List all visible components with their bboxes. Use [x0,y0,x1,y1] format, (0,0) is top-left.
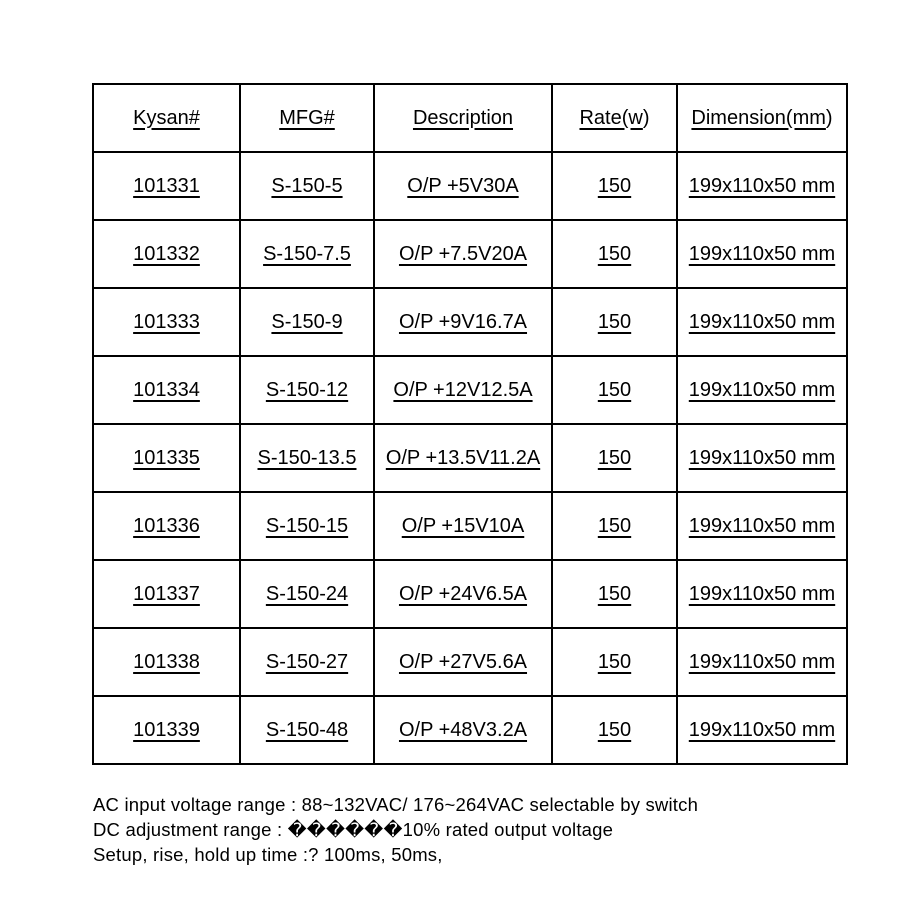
table-row [93,356,847,424]
cell-rate-watts [552,696,677,764]
table-row [93,560,847,628]
note-ac-input-voltage-range: AC input voltage range : 88~132VAC/ 176~264VAC selectable by switch [93,794,699,815]
table-row [93,288,847,356]
table-row [93,696,847,764]
table-body [93,152,847,764]
cell-mfg-number [240,356,374,424]
header-text: Dimension(mm [691,106,826,129]
cell-text: 150 [597,242,632,265]
header-text: MFG# [279,106,335,129]
cell-text: 101335 [133,446,200,469]
cell-description [374,220,552,288]
cell-text: O/P +7.5V20A [398,242,528,265]
cell-dimension-mm [677,696,847,764]
cell-text: 150 [597,718,632,741]
cell-description [374,288,552,356]
cell-kysan-number [93,152,240,220]
cell-text: S-150-15 [265,514,349,537]
cell-rate-watts [552,492,677,560]
cell-dimension-mm [677,356,847,424]
column-header-mfg-number [240,84,374,152]
column-header-rate-watts [552,84,677,152]
cell-text: S-150-5 [271,174,343,197]
cell-rate-watts [552,424,677,492]
cell-rate-watts [552,560,677,628]
cell-description [374,356,552,424]
table-row [93,220,847,288]
cell-kysan-number [93,492,240,560]
cell-text: S-150-7.5 [263,242,351,265]
cell-description [374,560,552,628]
cell-text: 199x110x50 mm [688,446,836,469]
cell-description [374,696,552,764]
cell-text: 101339 [133,718,200,741]
note-setup-rise-holdup-time: Setup, rise, hold up time :? 100ms, 50ms, [93,844,443,865]
column-header-description [374,84,552,152]
cell-text: 101338 [133,650,200,673]
cell-kysan-number [93,288,240,356]
cell-mfg-number [240,288,374,356]
cell-rate-watts [552,288,677,356]
cell-text: O/P +48V3.2A [398,718,528,741]
cell-text: 199x110x50 mm [688,378,836,401]
header-text: Kysan# [133,106,200,129]
cell-text: S-150-27 [265,650,349,673]
header-text-plain: ) [825,106,833,129]
cell-dimension-mm [677,628,847,696]
cell-text: 150 [597,378,632,401]
cell-text: 199x110x50 mm [688,310,836,333]
cell-text: 101336 [133,514,200,537]
cell-rate-watts [552,628,677,696]
cell-text: S-150-24 [265,582,349,605]
table-row [93,424,847,492]
cell-text: 150 [597,174,632,197]
cell-rate-watts [552,220,677,288]
cell-dimension-mm [677,288,847,356]
cell-kysan-number [93,696,240,764]
cell-kysan-number [93,560,240,628]
cell-text: 150 [597,310,632,333]
cell-text: 199x110x50 mm [688,650,836,673]
cell-text: 150 [597,582,632,605]
footer-notes [93,792,698,867]
cell-text: O/P +24V6.5A [398,582,528,605]
cell-text: O/P +27V5.6A [398,650,528,673]
cell-text: 150 [597,446,632,469]
cell-rate-watts [552,356,677,424]
cell-text: 199x110x50 mm [688,582,836,605]
cell-text: O/P +13.5V11.2A [385,446,541,469]
header-text-plain: ) [642,106,650,129]
header-row [93,84,847,152]
cell-text: O/P +9V16.7A [398,310,528,333]
cell-dimension-mm [677,220,847,288]
cell-text: 101333 [133,310,200,333]
cell-mfg-number [240,628,374,696]
column-header-kysan-number [93,84,240,152]
note-dc-adjustment-range: DC adjustment range : ������10% rated output voltage [93,819,614,840]
header-text: Description [412,106,514,129]
cell-description [374,424,552,492]
cell-text: 101334 [133,378,200,401]
cell-text: 101331 [133,174,200,197]
cell-mfg-number [240,152,374,220]
cell-kysan-number [93,628,240,696]
column-header-dimension-mm [677,84,847,152]
cell-mfg-number [240,220,374,288]
table-row [93,628,847,696]
cell-kysan-number [93,424,240,492]
cell-description [374,152,552,220]
cell-dimension-mm [677,424,847,492]
table-row [93,492,847,560]
cell-text: 101332 [133,242,200,265]
cell-mfg-number [240,560,374,628]
cell-kysan-number [93,220,240,288]
cell-text: O/P +5V30A [407,174,519,197]
cell-text: S-150-12 [265,378,349,401]
cell-text: S-150-48 [265,718,349,741]
cell-dimension-mm [677,560,847,628]
cell-text: 199x110x50 mm [688,242,836,265]
cell-text: 199x110x50 mm [688,514,836,537]
table-row [93,152,847,220]
cell-mfg-number [240,696,374,764]
cell-rate-watts [552,152,677,220]
cell-dimension-mm [677,152,847,220]
cell-text: 199x110x50 mm [688,718,836,741]
cell-text: O/P +12V12.5A [393,378,533,401]
cell-text: 150 [597,514,632,537]
cell-text: S-150-9 [271,310,343,333]
cell-text: 150 [597,650,632,673]
cell-text: 101337 [133,582,200,605]
cell-description [374,492,552,560]
power-supply-spec-table [92,83,848,765]
cell-text: O/P +15V10A [401,514,525,537]
cell-mfg-number [240,424,374,492]
cell-text: 199x110x50 mm [688,174,836,197]
cell-dimension-mm [677,492,847,560]
cell-kysan-number [93,356,240,424]
cell-mfg-number [240,492,374,560]
header-text: Rate(w [579,106,643,129]
cell-description [374,628,552,696]
cell-text: S-150-13.5 [257,446,357,469]
